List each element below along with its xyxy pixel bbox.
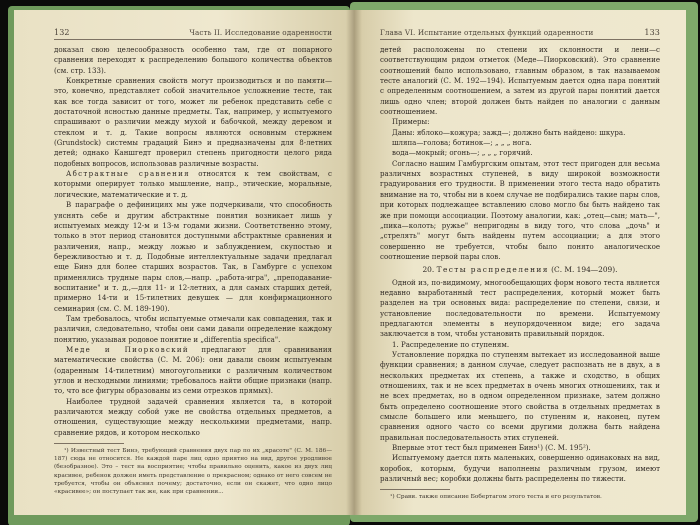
right-paragraph: 1. Распределение по ступеням. xyxy=(392,339,510,349)
right-page-number: 133 xyxy=(644,28,660,37)
left-footnote-rule xyxy=(54,443,124,444)
paragraph-text: предлагают для сравнивания математические свойства (С. М. 206): они давали своим испытуемым (одаренным 14-тилетним) многоугольники с различным количеством углов и несходными линиями; требовалось найти общие признаки (напр. то, что все фигуры образованы из семи отрезков прямых). xyxy=(54,344,332,396)
right-paragraph: Впервые этот тест был применен Бинэ¹) (С. М. 195²). xyxy=(392,443,591,453)
left-paragraph xyxy=(54,345,332,397)
right-page-body xyxy=(380,45,660,484)
left-running-head-title: Часть II. Исследование одаренности xyxy=(189,28,332,37)
left-page xyxy=(14,10,354,515)
section-heading xyxy=(380,265,660,275)
left-page-body xyxy=(54,45,332,438)
example-line: вода—мокрый; огонь—; „ „ „ горячий. xyxy=(392,148,533,158)
right-footnote-rule xyxy=(380,489,450,490)
left-footnote xyxy=(54,447,332,496)
section-number: 20. xyxy=(422,265,435,275)
left-paragraph: В параграфе о дефинициях мы уже подчеркивали, что способность уяснять себе и другим абстрактные понятия возникает лишь у испытуемых между 12-м и 13-м годами жизни. Соответственно этому, только в этот период становятся доступными абстрактные сравнения и различения, напр., между ложью и заблуждением, скупостью и бережливостью и т. д. Подобные интеллектуальные задачи предлагал еще Бинэ для более старших возрастов. Так, в Гамбурге с успехом применялись трудные пары слов,—напр. „работа-игра", „преподавание-воспитание" и т. д.,—для 11- и 12-летних, а для самых старших детей, примерно 14-ти и 15-тилетних девушек — для конфирмационного семинария (см. С. М. 189-190). xyxy=(54,200,332,313)
spaced-term: Абстрактные сравнения xyxy=(66,169,190,179)
left-paragraph: Конкретные сравнения свойств могут производиться и по памяти—это, конечно, представляет собой значительное усложнение тесте, так как все тогда зависит от того, может ли ребенок представить себе с достаточной ясностью данные предметы. Так, например, у испытуемого спрашивают о различии между мухой и бабочкой, между деревом и стеклом и т. д. Такие вопросы являются основным стержнем (Grundstock) системы градаций Бинэ и предназначены для 8-летних детей; однако Каншгедт проверил степень пригодности целого ряда подобных вопросов, использовав различные возрасты. xyxy=(54,76,332,168)
left-running-head xyxy=(54,28,332,40)
right-paragraph: детей расположены по степени их склонности и лени—с соответствующим рядом отметок (Меде—Пиорковский). Это сравнение соотношений было использовано, главным образом, в так называемом тесте аналогий (С. М. 192—194). Испытуемым дается одна пара понятий с определенным соотношением, а затем из другой пары понятий дается лишь одно член; второй должен быть найден по аналогии с данным соотношением. xyxy=(380,45,660,117)
left-paragraph: доказал свою целесообразность особенно там, где от попарного сравнения переходят к распределению большого количества объектов (см. стр. 133). xyxy=(54,45,332,75)
right-paragraph: Примеры: xyxy=(392,117,430,127)
right-running-head xyxy=(380,28,660,40)
section-ref: (С. М. 194—209). xyxy=(551,265,618,275)
footnote-text: ¹) Срави. также описание Бобертагом этого теста и его результатов. xyxy=(390,494,602,501)
paragraph-text: относятся к тем свойствам, с которыми оперирует только мышление, напр., этические, моральные, логические, математические и т. д. xyxy=(54,169,332,199)
right-paragraph: Испытуемому дается пять маленьких, совершенно одинаковых на вид, коробок, которым, будучи наполнены различным грузом, имеют различный вес; коробки должны быть распределены по тяжести. xyxy=(380,453,660,484)
right-running-head-title: Глава VI. Испытание отдельных функций одаренности xyxy=(380,28,594,37)
left-paragraph: Там требовалось, чтобы испытуемые отмечали как совпадения, так и различия, следовательно, чтобы они сами давали определение каждому понятию, указывая родовое понятие и „differentia specifica". xyxy=(54,313,332,344)
right-paragraph: Согласно нашим Гамбургским опытам, этот тест пригоден для весьма различных возрастных ступеней, в виду широкой возможности градуирования его трудности. В применении этого теста надо обратить внимание на то, чтобы ни в коем случае не подбирались такие пары слов, при которых подлежащее вставлению слово могло бы быть найдено так же при помощи ассоциации. Поэтому аналогии, как: „отец—сын; мать—", „пика—колоть; ружье" непригодны в виду того, что слова „дочь" и „стрелять" могут быть найдены путем ассоциации; а для этого совершенно не требуется, чтобы было понято аналогическое соотношение первой пары слов. xyxy=(380,158,660,261)
right-paragraph: Одной из, по-видимому, многообещающих форм нового теста является недавно выработанный тест распределения, который может быть разделен на три основных вида: распределение по степени, связи, и установление последовательности по времени. Испытуемому предлагаются элементы в неупорядоченном виде; его задача заключается в том, чтобы установить правильный порядок. xyxy=(380,277,660,339)
left-paragraph xyxy=(54,169,332,200)
example-line: Даны: яблоко—кожура; зажд—; должно быть найдено: шкура. xyxy=(392,127,626,137)
right-footnote xyxy=(380,493,660,501)
left-paragraph: Наиболее трудной задачей сравнения является та, в которой различаются между собой уже не свойства отдельных предметов, а отношения, существующие между несколькими предметами, напр. сравнение рядов, и котором несколько xyxy=(54,396,332,437)
right-page xyxy=(354,10,686,515)
open-book-spread xyxy=(14,10,686,515)
example-line: шляпа—голова; ботинок—; „ „ „ нога. xyxy=(392,138,532,148)
left-page-number: 132 xyxy=(54,28,70,37)
section-title: Тесты распределения xyxy=(436,265,549,275)
footnote-text: ¹) Известный тест Бинэ, требующий сравнения двух пар по их „красоте" (С. М. 186—187) сюда не относится. Не каждой паре лиц одно приятно на вид, другое уродливое (безобразное). Это – тест на восприятие; чтобы правильно оценить, какое из двух лиц красивее, ребенок должен иметь представление о прекрасном; однако от него совсем не требуется, чтобы он объяснил почему; достаточно, если он скажет, что одно лицо «красивее»; он поступает так же, как при сравнении... xyxy=(54,448,332,496)
spaced-term: Меде и Пиорковский xyxy=(66,344,189,354)
right-paragraph: Установление порядка по ступеням вытекает из исследованной выше функции сравнения; в данном случае, следует распознать не в двух, а в нескольких предметах их степень, а также и сходство, в общих отношениях, так и не всех предметах в очень многих отношениях, так и не всех предметах, но в одном определенном признаке, затем должно быть определено соотношение этого свойства в отдельных предметах в смысле большего или меньшего, по ступеням и, наконец, путем сравнения одного часто со всеми другими должна быть найдена правильная последовательность этих ступеней. xyxy=(380,349,660,442)
